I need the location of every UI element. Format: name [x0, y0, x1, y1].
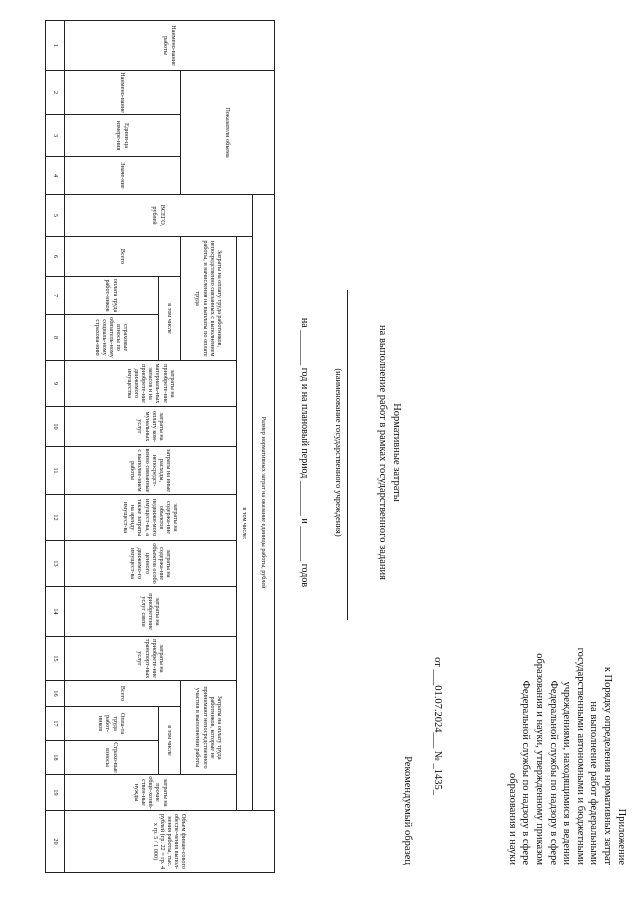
header-indicator-value: Значе-ние — [64, 157, 180, 195]
header-indirect-salary: Затраты на оплату труда работников, которые не принимают непосредственного участия в выполнении работы — [180, 681, 236, 775]
appendix-label: Приложение — [616, 808, 627, 865]
appendix-line: учреждениями, находящимися в ведении — [561, 681, 573, 865]
header-direct-salary: Затраты на оплату труда работников, непосредственно связанных с выполнением работы, и начисления на выплаты по оплате труда — [180, 237, 236, 361]
column-number: 3 — [46, 115, 65, 157]
column-number: 20 — [46, 811, 65, 873]
header-indirect-salary-insurance: Страхо-вые взносы — [64, 741, 158, 775]
column-number: 13 — [46, 541, 65, 587]
header-indirect-salary-including: в том числе — [158, 707, 180, 775]
appendix-line: Федеральной службы по надзору в сфере — [547, 680, 559, 865]
institution-caption: (наименование государственного учреждения) — [334, 368, 344, 537]
header-other-general: затраты на прочие обще-хозяй-ствен-ные нужды — [64, 775, 237, 811]
header-direct-salary-total: Всего — [64, 237, 180, 277]
header-direct-salary-pay: оплата труда работ-ников — [64, 277, 158, 315]
column-number: 19 — [46, 775, 65, 811]
column-number: 10 — [46, 407, 65, 447]
header-normative-size: Размер нормативных затрат на оказание единицы работы, рублей — [253, 195, 275, 811]
appendix-line: на выполнение работ федеральными — [588, 701, 600, 865]
recommended-sample-label: Рекомендуемый образец — [402, 756, 413, 865]
column-number: 16 — [46, 681, 65, 707]
column-number-row — [46, 21, 65, 873]
institution-name-line — [347, 290, 348, 620]
column-number: 6 — [46, 237, 65, 277]
appendix-lines — [505, 648, 614, 865]
header-materials: затраты на приобрете-ние материаль-ных запасов и на приобрете-ние движимого имущества — [64, 361, 237, 407]
column-number: 12 — [46, 495, 65, 541]
header-direct-salary-insurance: страховые взносы по обязатель-ному социаль-ному страхова-нию — [64, 315, 158, 361]
order-reference: от ___01.07.2024___ № _1435_ — [432, 657, 443, 795]
header-valuable-property: затраты на содержа-ние объектов особо ценного движимо-го имущест-ва — [64, 541, 237, 587]
header-indirect-salary-pay: Опла-та труда работ-ников — [64, 707, 158, 741]
header-financing-volume: Объем финан-сового обеспе-чения выпол-нения работы, тыс. рублей (гр. 22 = гр. 4 x гр. 5 / 1 000) — [64, 811, 274, 873]
column-number: 14 — [46, 587, 65, 637]
column-number: 15 — [46, 637, 65, 681]
column-number: 18 — [46, 741, 65, 775]
column-number: 17 — [46, 707, 65, 741]
header-direct-salary-including: в том числе — [158, 277, 180, 361]
header-volume-indicators: Показатели объема — [180, 71, 274, 195]
header-other-direct: затраты на иные расходы, непосредст-венно связанные с выполне-нием работы — [64, 447, 237, 495]
header-indicator-name: Наимено-вание — [64, 71, 180, 115]
header-indicator-unit: Едини-ца измере-ния — [64, 115, 180, 157]
appendix-line: образования и науки — [506, 773, 518, 865]
appendix-line: образования и науки, утвержденному приказом — [534, 653, 546, 865]
header-work-name: Наимено-вание работы — [64, 21, 274, 71]
column-number: 1 — [46, 21, 65, 71]
header-total: ВСЕГО, рублей — [64, 195, 252, 237]
column-number: 11 — [46, 447, 65, 495]
document-subtitle: на выполнение работ в рамках государственного задания — [377, 325, 388, 580]
document-title: Нормативные затраты — [391, 403, 402, 502]
column-number: 2 — [46, 71, 65, 115]
header-property-maintenance: затраты на содержа-ние объектов недвижи-мого имущест-ва, а также затраты на аренду имущест-ва — [64, 495, 237, 541]
column-number: 5 — [46, 195, 65, 237]
appendix-line: государственными автономными и бюджетными — [574, 647, 586, 865]
column-number: 9 — [46, 361, 65, 407]
header-including: в том числе: — [237, 237, 253, 811]
header-transport: затраты на приобрете-ние транспорт-ных услуг — [64, 637, 237, 681]
header-utilities: затраты на оплату ком-мунальных услуг — [64, 407, 237, 447]
planning-period: на _______ год и на плановый период _______ и _______ годов — [299, 317, 310, 588]
appendix-line: Федеральной службы по надзору в сфере — [520, 680, 532, 865]
appendix-line: к Порядку определения нормативных затрат — [602, 666, 613, 865]
header-indirect-salary-total: Всего — [64, 681, 180, 707]
normative-costs-table — [45, 20, 275, 873]
column-number: 8 — [46, 315, 65, 361]
column-number: 7 — [46, 277, 65, 315]
column-number: 4 — [46, 157, 65, 195]
header-communication: затраты на приобретение услуг связи — [64, 587, 237, 637]
